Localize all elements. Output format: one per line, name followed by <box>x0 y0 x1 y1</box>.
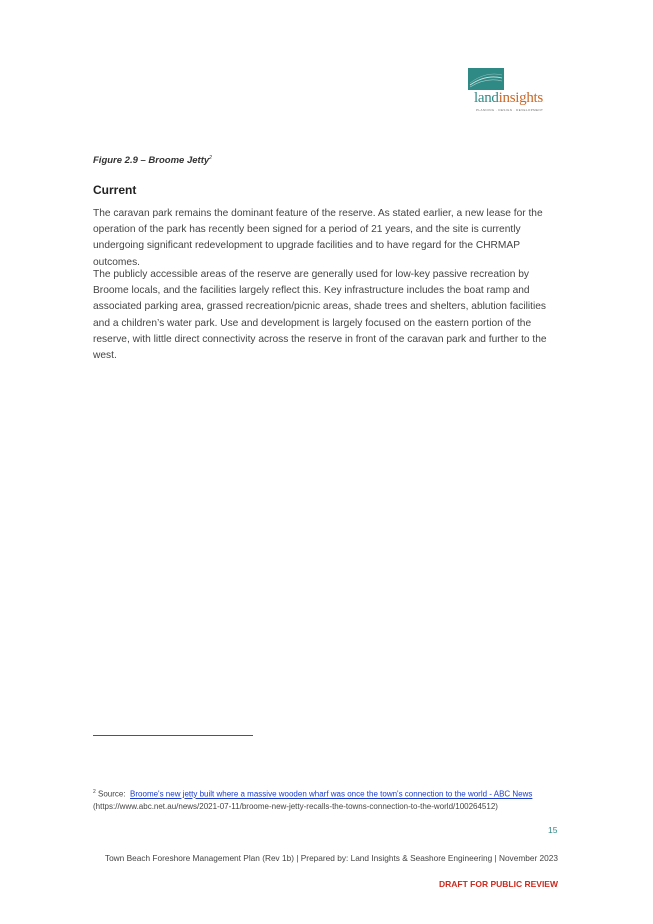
footnote-label: Source: <box>98 789 126 799</box>
page-number: 15 <box>548 825 558 835</box>
footnote-number: 2 <box>93 789 96 795</box>
logo-tagline: PLANNING · DESIGN · DEVELOPMENT <box>476 108 544 112</box>
figure-caption-text: Figure 2.9 – Broome Jetty <box>93 155 210 167</box>
logo-wordmark <box>474 89 543 107</box>
footnote-source-link[interactable]: Broome's new jetty built where a massive wooden wharf was once the town's connection to the world - ABC News <box>130 789 533 799</box>
logo-mark-icon <box>468 68 504 90</box>
footer-document-line: Town Beach Foreshore Management Plan (Rev 1b) | Prepared by: Land Insights & Seashore Engineering | November 2023 <box>104 853 558 863</box>
footnote-divider <box>93 735 253 736</box>
paragraph-public-areas: The publicly accessible areas of the reserve are generally used for low-key passive recreation by Broome locals, and the facilities largely reflect this. Key infrastructure includes the boat ramp and associated parking area, grassed recreation/picnic areas, shade trees and shelters, ablution facilities and a children’s water park. Use and development is largely focused on the eastern portion of the reserve, with little direct connectivity across the reserve in front of the caravan park and further to the west. <box>93 269 547 362</box>
logo-word-insights: insights <box>498 90 543 106</box>
figure-footnote-ref: 2 <box>209 155 212 161</box>
footnote <box>93 786 593 814</box>
paragraph-caravan-park: The caravan park remains the dominant feature of the reserve. As stated earlier, a new lease for the operation of the park has recently been signed for a period of 21 years, and the site is currently undergoing significant redevelopment to upgrade facilities and to have regard for the CHRMAP outcomes. <box>93 208 543 268</box>
land-insights-logo <box>468 68 564 118</box>
logo-word-land: land <box>474 90 499 106</box>
draft-label: DRAFT FOR PUBLIC REVIEW <box>439 879 558 889</box>
footnote-url: (https://www.abc.net.au/news/2021-07-11/broome-new-jetty-recalls-the-towns-connection-to-the-world/100264512) <box>93 802 498 812</box>
figure-caption <box>93 155 212 166</box>
section-heading: Current <box>93 183 137 197</box>
